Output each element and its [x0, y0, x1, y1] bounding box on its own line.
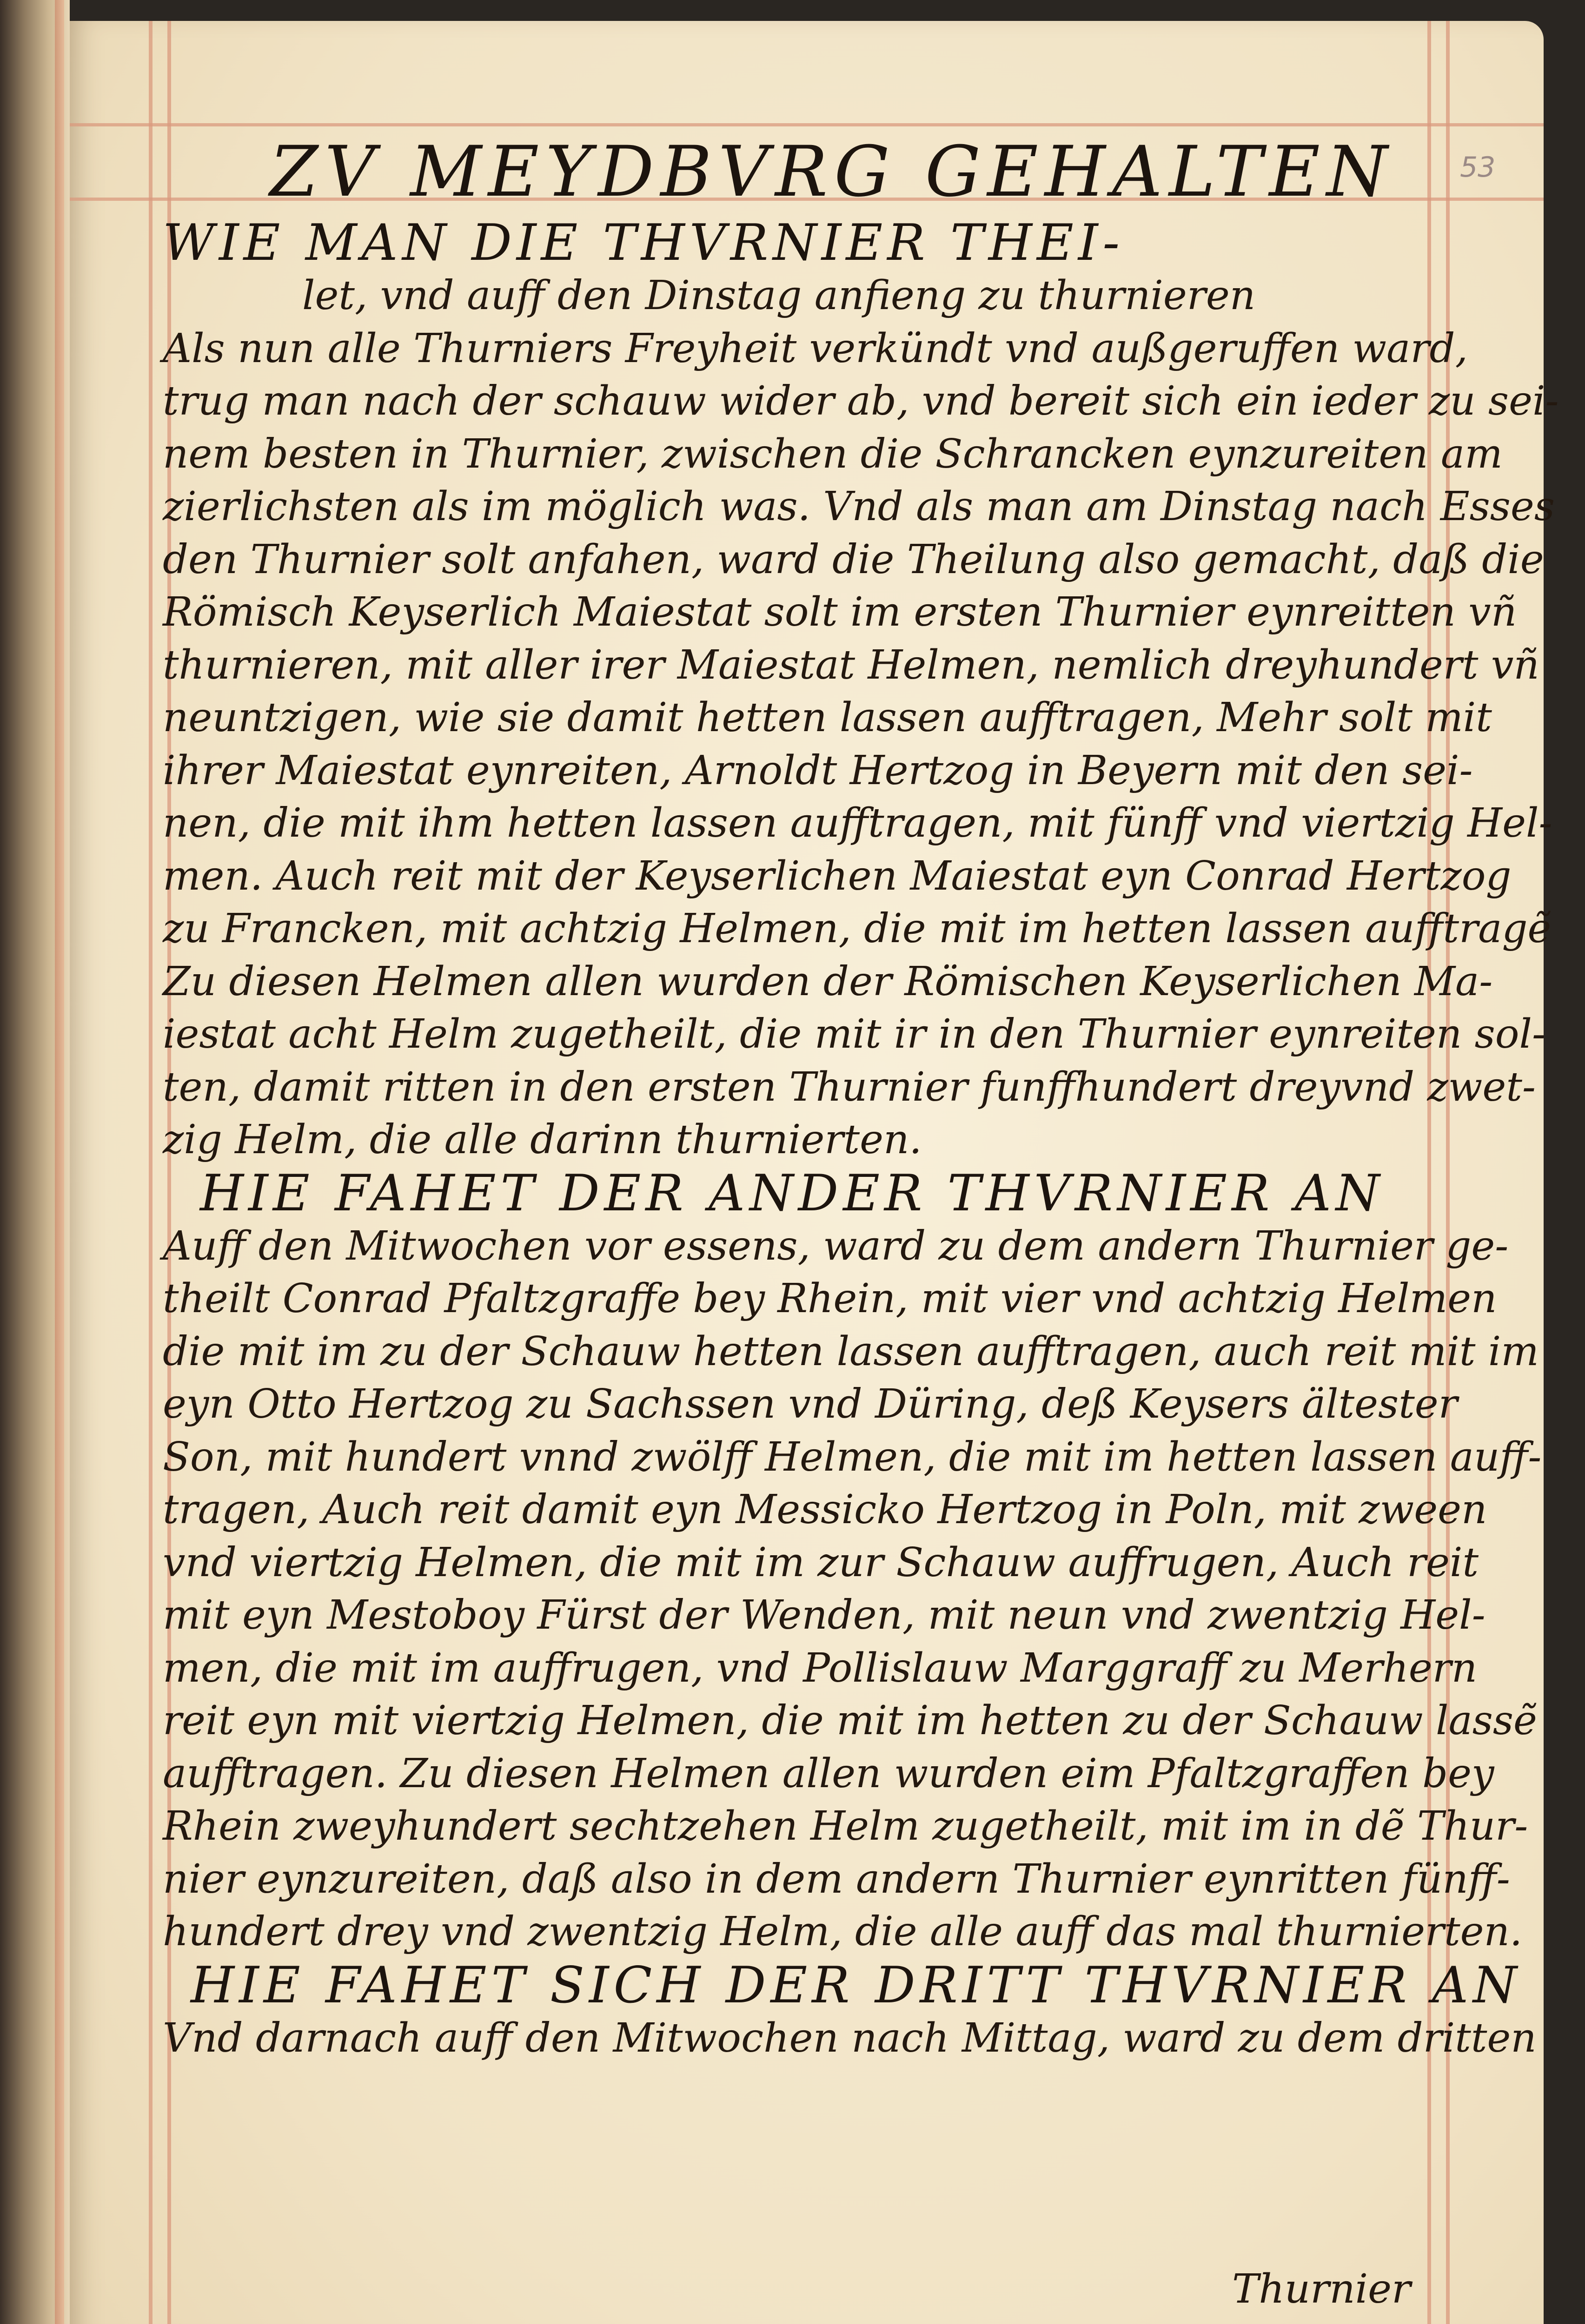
section-heading: HIE FAHET SICH DER DRITT THVRNIER AN: [191, 1956, 1522, 2014]
text-line: nem besten in Thurnier, zwischen die Schrancken eynzureiten am: [163, 430, 1503, 477]
text-line: tragen, Auch reit damit eyn Messicko Hertzog in Poln, mit zween: [163, 1486, 1487, 1533]
text-line: Rhein zweyhundert sechtzehen Helm zugetheilt, mit im in dẽ Thur-: [163, 1803, 1528, 1849]
text-line: Als nun alle Thurniers Freyheit verkündt vnd außgeruffen ward,: [163, 325, 1468, 372]
text-line: die mit im zu der Schauw hetten lassen aufftragen, auch reit mit im: [163, 1328, 1539, 1375]
gutter-red-rule: [55, 0, 64, 2324]
text-line: Zu diesen Helmen allen wurden der Römischen Keyserlichen Ma-: [163, 958, 1493, 1005]
text-line: Vnd darnach auff den Mitwochen nach Mittag, ward zu dem dritten: [163, 2014, 1537, 2061]
text-line: mit eyn Mestoboy Fürst der Wenden, mit neun vnd zwentzig Hel-: [163, 1592, 1486, 1638]
text-line: hundert drey vnd zwentzig Helm, die alle auff das mal thurnierten.: [163, 1908, 1523, 1955]
text-line: Römisch Keyserlich Maiestat solt im ersten Thurnier eynreitten vñ: [163, 589, 1517, 635]
folio-number: 53: [1460, 151, 1496, 184]
left-margin-rule: [149, 21, 153, 2324]
top-rule: [70, 123, 1544, 126]
text-line: vnd viertzig Helmen, die mit im zur Schauw auffrugen, Auch reit: [163, 1539, 1479, 1586]
text-line: zig Helm, die alle darinn thurnierten.: [163, 1116, 922, 1163]
catchword: Thurnier: [1232, 2266, 1411, 2312]
text-line: let, vnd auff den Dinstag anfieng zu thurnieren: [302, 272, 1256, 319]
section-heading: HIE FAHET DER ANDER THVRNIER AN: [200, 1164, 1385, 1222]
text-line: men, die mit im auffrugen, vnd Pollislauw Marggraff zu Merhern: [163, 1644, 1478, 1691]
text-line: iestat acht Helm zugetheilt, die mit ir in den Thurnier eynreiten sol-: [163, 1011, 1546, 1057]
text-block: [163, 128, 1559, 2065]
page-title: ZV MEYDBVRG GEHALTEN: [270, 132, 1394, 212]
text-line: den Thurnier solt anfahen, ward die Theilung also gemacht, daß die: [163, 536, 1544, 583]
text-line: Auff den Mitwochen vor essens, ward zu dem andern Thurnier ge-: [163, 1222, 1509, 1269]
text-line: ihrer Maiestat eynreiten, Arnoldt Hertzog in Beyern mit den sei-: [163, 747, 1473, 794]
text-line: aufftragen. Zu diesen Helmen allen wurden eim Pfaltzgraffen bey: [163, 1750, 1494, 1797]
text-line: theilt Conrad Pfaltzgraffe bey Rhein, mit vier vnd achtzig Helmen: [163, 1275, 1497, 1322]
text-line: zu Francken, mit achtzig Helmen, die mit im hetten lassen aufftragẽ: [163, 905, 1552, 952]
text-line: nen, die mit ihm hetten lassen aufftragen, mit fünff vnd viertzig Hel-: [163, 800, 1552, 846]
text-line: trug man nach der schauw wider ab, vnd bereit sich ein ieder zu sei-: [163, 378, 1559, 424]
text-line: Son, mit hundert vnnd zwölff Helmen, die mit im hetten lassen auff-: [163, 1433, 1542, 1480]
text-line: ten, damit ritten in den ersten Thurnier funffhundert dreyvnd zwet-: [163, 1063, 1536, 1110]
text-line: eyn Otto Hertzog zu Sachssen vnd Düring, deß Keysers ältester: [163, 1381, 1458, 1427]
manuscript-page: [70, 21, 1559, 2324]
text-line: nier eynzureiten, daß also in dem andern Thurnier eynritten fünff-: [163, 1855, 1510, 1902]
text-line: zierlichsten als im möglich was. Vnd als man am Dinstag nach Esses: [163, 483, 1555, 530]
text-line: reit eyn mit viertzig Helmen, die mit im hetten zu der Schauw lassẽ: [163, 1697, 1537, 1744]
text-line: men. Auch reit mit der Keyserlichen Maiestat eyn Conrad Hertzog: [163, 852, 1512, 899]
section-heading: WIE MAN DIE THVRNIER THEI-: [163, 214, 1125, 272]
text-line: neuntzigen, wie sie damit hetten lassen aufftragen, Mehr solt mit: [163, 694, 1492, 741]
text-line: thurnieren, mit aller irer Maiestat Helmen, nemlich dreyhundert vñ: [163, 641, 1539, 688]
